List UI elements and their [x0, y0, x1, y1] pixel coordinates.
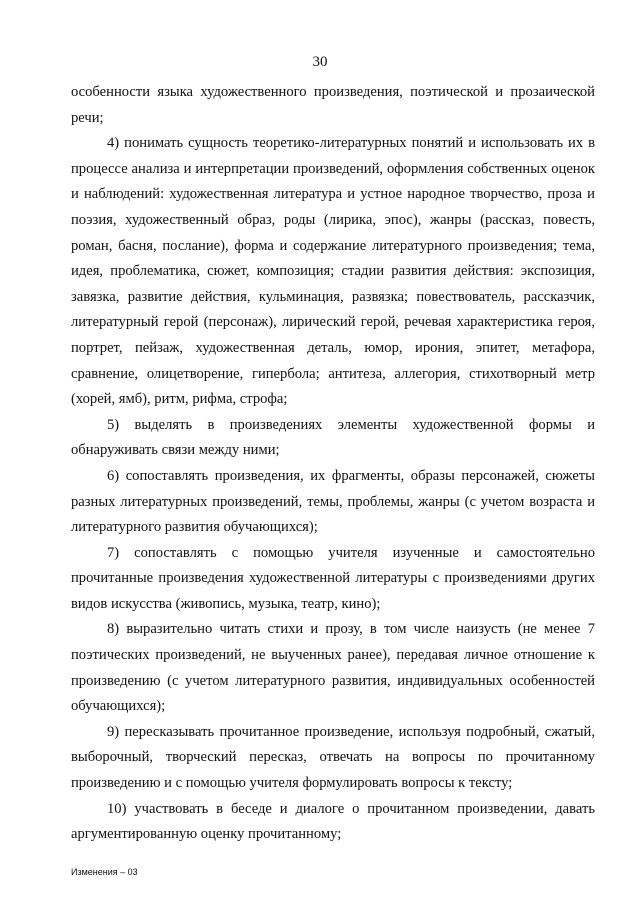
paragraph-2: 4) понимать сущность теоретико-литературных понятий и использовать их в процессе анализа и интерпретации произведений, оформления собственных оценок и наблюдений: художественная литература и устное народное творчество, проза и поэзия, художественный образ, роды (лирика, эпос), жанры (рассказ, повесть, роман, басня, послание), форма и содержание литературного произведения; тема, идея, проблематика, сюжет, композиция; стадии развития действия: экспозиция, завязка, развитие действия, кульминация, развязка; повествователь, рассказчик, литературный герой (персонаж), лирический герой, речевая характеристика героя, портрет, пейзаж, художественная деталь, юмор, ирония, эпитет, метафора, сравнение, олицетворение, гипербола; антитеза, аллегория, стихотворный метр (хорей, ямб), ритм, рифма, строфа;: [71, 135, 595, 408]
paragraph-7: 9) пересказывать прочитанное произведение, используя подробный, сжатый, выборочный, творческий пересказ, отвечать на вопросы по прочитанному произведению и с помощью учителя формулировать вопросы к тексту;: [71, 723, 595, 792]
body-text: [71, 80, 595, 848]
paragraph-8: 10) участвовать в беседе и диалоге о прочитанном произведении, давать аргументированную оценку прочитанному;: [71, 800, 595, 843]
paragraph-5: 7) сопоставлять с помощью учителя изученные и самостоятельно прочитанные произведения художественной литературы с произведениями других видов искусства (живопись, музыка, театр, кино);: [71, 544, 595, 612]
paragraph-3: 5) выделять в произведениях элементы художественной формы и обнаруживать связи между ними;: [71, 416, 595, 459]
paragraph-6: 8) выразительно читать стихи и прозу, в том числе наизусть (не менее 7 поэтических произведений, не выученных ранее), передавая личное отношение к произведению (с учетом литературного развития, индивидуальных особенностей обучающихся);: [71, 621, 595, 715]
footer-revision-note: Изменения – 03: [71, 867, 138, 877]
paragraph-1: особенности языка художественного произведения, поэтической и прозаической речи;: [71, 84, 595, 126]
page-number: 30: [312, 54, 328, 70]
paragraph-4: 6) сопоставлять произведения, их фрагменты, образы персонажей, сюжеты разных литературных произведений, темы, проблемы, жанры (с учетом возраста и литературного развития обучающихся);: [71, 467, 595, 536]
